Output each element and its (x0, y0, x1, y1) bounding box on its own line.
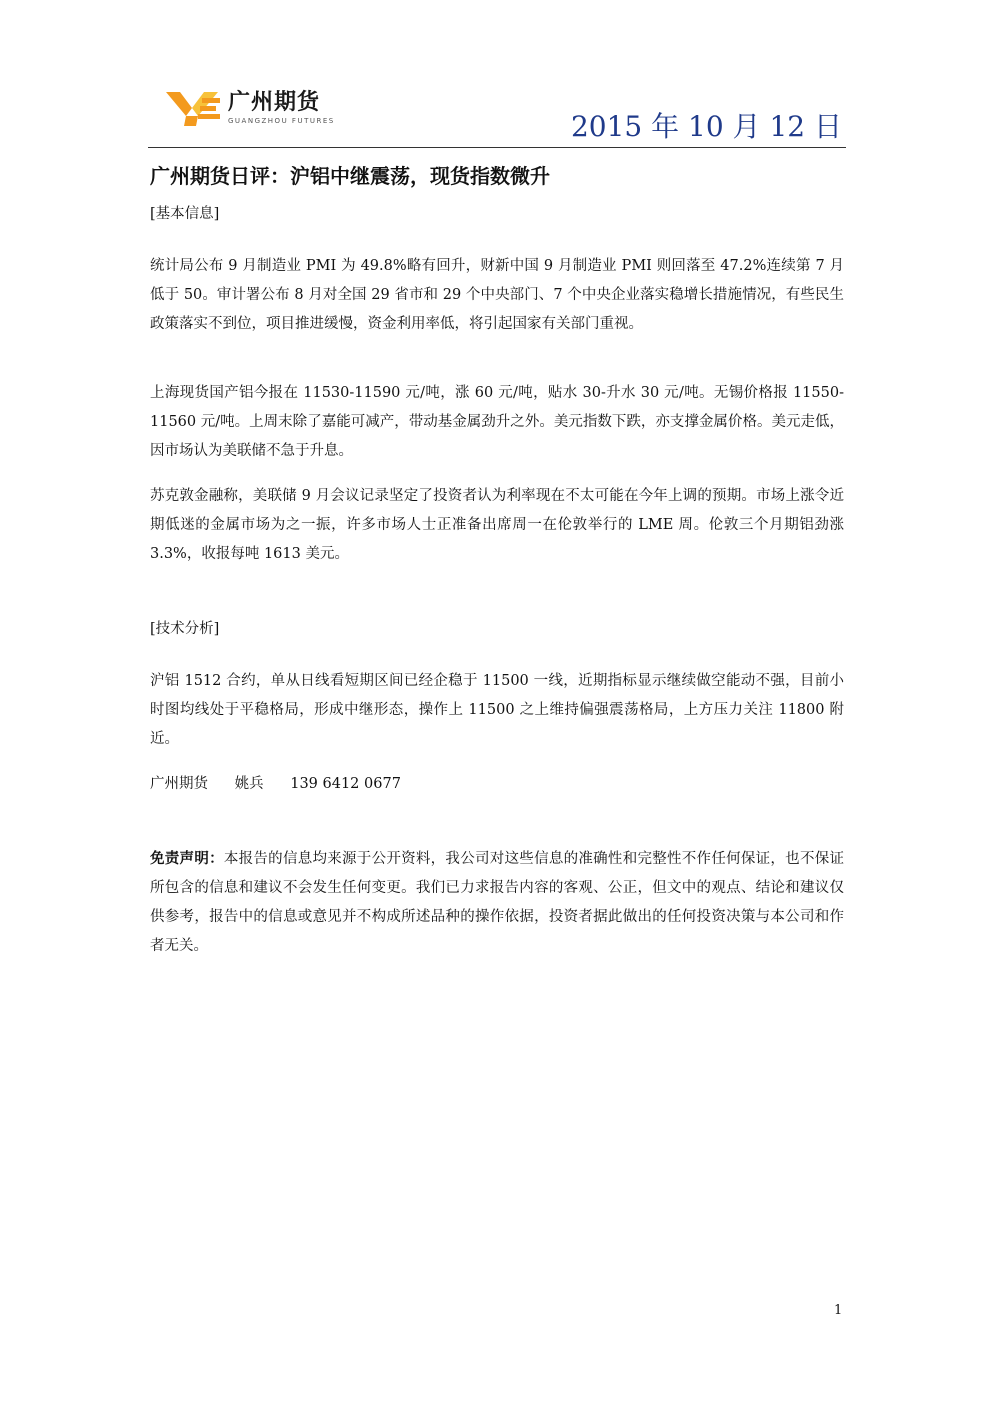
paragraph-spot-price: 上海现货国产铝今报在 11530-11590 元/吨，涨 60 元/吨，贴水 30-升水 30 元/吨。无锡价格报 11550-11560 元/吨。上周末除了嘉能可减产，带动基金属劲升之外。美元指数下跌，亦支撑金属价格。美元走低，因市场认为美联储不急于升息。 (150, 385, 844, 459)
header-divider (148, 147, 846, 148)
logo-text-en: GUANGZHOU FUTURES (228, 117, 335, 125)
paragraph-tech-analysis: 沪铝 1512 合约，单从日线看短期区间已经企稳于 11500 一线，近期指标显示继续做空能动不强，目前小时图均线处于平稳格局，形成中继形态，操作上 11500 之上维持偏强震荡格局，上方压力关注 11800 附近。 (150, 673, 844, 747)
basic-info-heading: [基本信息] (150, 206, 220, 222)
report-date: 2015 年 10 月 12 日 (570, 110, 842, 143)
tech-analysis-heading: [技术分析] (150, 621, 220, 637)
paragraph-macro: 统计局公布 9 月制造业 PMI 为 49.8%略有回升，财新中国 9 月制造业 PMI 则回落至 47.2%连续第 7 月低于 50。审计署公布 8 月对全国 29 省市和 29 个中央部门、7 个中央企业落实稳增长措施情况，有些民生政策落实不到位，项目推进缓慢，资金利用率低，将引起国家有关部门重视。 (150, 258, 844, 332)
logo-text-cn: 广州期货 (228, 90, 321, 115)
contact-company: 广州期货 (150, 776, 208, 792)
paragraph-market: 苏克敦金融称，美联储 9 月会议记录坚定了投资者认为利率现在不太可能在今年上调的预期。市场上涨令近期低迷的金属市场为之一振，许多市场人士正准备出席周一在伦敦举行的 LME 周。伦敦三个月期铝劲涨 3.3%，收报每吨 1613 美元。 (150, 488, 844, 562)
logo-mark-icon (166, 90, 222, 126)
analyst-contact (150, 773, 423, 795)
page-number: 1 (834, 1303, 843, 1318)
company-logo (166, 90, 366, 130)
contact-analyst: 姚兵 (234, 776, 264, 792)
contact-phone: 139 6412 0677 (290, 776, 401, 792)
disclaimer-text: 本报告的信息均来源于公开资料，我公司对这些信息的准确性和完整性不作任何保证，也不保证所包含的信息和建议不会发生任何变更。我们已力求报告内容的客观、公正，但文中的观点、结论和建议仅供参考，报告中的信息或意见并不构成所述品种的操作依据，投资者据此做出的任何投资决策与本公司和作者无关。 (150, 851, 844, 954)
report-title: 广州期货日评：沪铝中继震荡，现货指数微升 (150, 164, 550, 188)
disclaimer-label: 免责声明： (150, 851, 224, 867)
disclaimer (150, 845, 844, 961)
